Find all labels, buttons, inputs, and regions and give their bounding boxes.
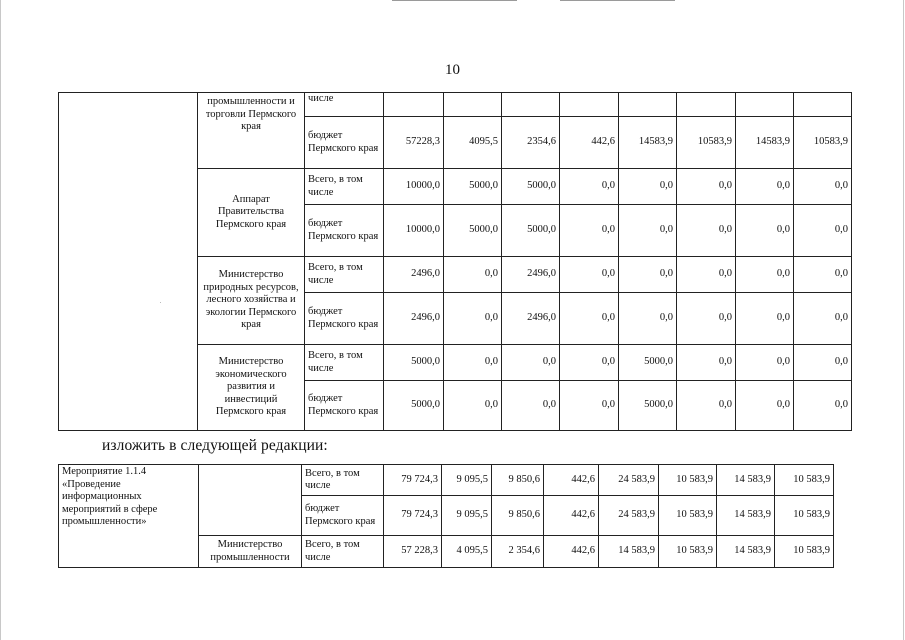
- amount-cell: 10583,9: [794, 117, 852, 169]
- measure-cell: Мероприятие 1.1.4 «Проведение информационных мероприятий в сфере промышленности»: [59, 465, 199, 568]
- executor-cell: Министерство экономического развития и инвестиций Пермского края: [198, 345, 305, 431]
- funding-source-cell: Всего, в том числе: [305, 257, 384, 293]
- amount-cell: 10000,0: [384, 205, 444, 257]
- amount-cell: 0,0: [502, 345, 560, 381]
- amount-cell: 2496,0: [384, 257, 444, 293]
- amount-cell: 5000,0: [444, 169, 502, 205]
- measure-cell: [59, 93, 198, 431]
- amount-cell: [619, 93, 677, 117]
- amount-cell: 5000,0: [502, 169, 560, 205]
- executor-cell: Министерство природных ресурсов, лесного хозяйства и экологии Пермского края: [198, 257, 305, 345]
- amount-cell: 14 583,9: [717, 536, 775, 568]
- budget-table-new: [58, 464, 834, 568]
- amount-cell: 442,6: [560, 117, 619, 169]
- amount-cell: 2496,0: [384, 293, 444, 345]
- amount-cell: 442,6: [544, 465, 599, 496]
- amount-cell: 10 583,9: [659, 536, 717, 568]
- amount-cell: 2 354,6: [492, 536, 544, 568]
- amount-cell: 14583,9: [619, 117, 677, 169]
- amount-cell: 79 724,3: [384, 465, 442, 496]
- page-top-edge-right: [560, 0, 675, 1]
- amount-cell: 5000,0: [444, 205, 502, 257]
- amount-cell: 0,0: [736, 293, 794, 345]
- amount-cell: 0,0: [619, 293, 677, 345]
- amount-cell: 2496,0: [502, 257, 560, 293]
- page-top-edge: [392, 0, 517, 1]
- amount-cell: 57228,3: [384, 117, 444, 169]
- amount-cell: 0,0: [444, 293, 502, 345]
- amount-cell: 0,0: [794, 293, 852, 345]
- amount-cell: 14 583,9: [599, 536, 659, 568]
- amount-cell: 0,0: [677, 257, 736, 293]
- amount-cell: 0,0: [736, 205, 794, 257]
- amount-cell: 0,0: [444, 257, 502, 293]
- amount-cell: 14583,9: [736, 117, 794, 169]
- executor-cell: Аппарат Правительства Пермского края: [198, 169, 305, 257]
- edit-instruction: изложить в следующей редакции:: [102, 437, 328, 454]
- amount-cell: [502, 93, 560, 117]
- amount-cell: 0,0: [677, 381, 736, 431]
- amount-cell: 0,0: [736, 257, 794, 293]
- amount-cell: 442,6: [544, 496, 599, 536]
- amount-cell: 0,0: [794, 169, 852, 205]
- amount-cell: [677, 93, 736, 117]
- amount-cell: 10 583,9: [659, 496, 717, 536]
- amount-cell: [444, 93, 502, 117]
- funding-source-cell: бюджет Пермского края: [305, 205, 384, 257]
- amount-cell: 5000,0: [619, 345, 677, 381]
- page-right-edge: [903, 0, 904, 640]
- amount-cell: 0,0: [794, 345, 852, 381]
- amount-cell: 0,0: [736, 345, 794, 381]
- amount-cell: 9 850,6: [492, 496, 544, 536]
- amount-cell: 0,0: [560, 205, 619, 257]
- amount-cell: [794, 93, 852, 117]
- amount-cell: 5000,0: [619, 381, 677, 431]
- amount-cell: 10000,0: [384, 169, 444, 205]
- amount-cell: 10 583,9: [775, 496, 834, 536]
- amount-cell: 0,0: [560, 381, 619, 431]
- amount-cell: 14 583,9: [717, 465, 775, 496]
- amount-cell: 9 095,5: [442, 496, 492, 536]
- funding-source-cell: бюджет Пермского края: [305, 117, 384, 169]
- amount-cell: 5000,0: [384, 381, 444, 431]
- amount-cell: 0,0: [444, 381, 502, 431]
- amount-cell: 4095,5: [444, 117, 502, 169]
- amount-cell: 10 583,9: [775, 465, 834, 496]
- amount-cell: 9 850,6: [492, 465, 544, 496]
- amount-cell: 5000,0: [384, 345, 444, 381]
- funding-source-cell: Всего, в том числе: [305, 169, 384, 205]
- amount-cell: [736, 93, 794, 117]
- amount-cell: [384, 93, 444, 117]
- amount-cell: 0,0: [560, 293, 619, 345]
- amount-cell: 10 583,9: [659, 465, 717, 496]
- funding-source-cell: Всего, в том числе: [305, 345, 384, 381]
- amount-cell: 0,0: [677, 293, 736, 345]
- amount-cell: 0,0: [619, 169, 677, 205]
- amount-cell: 24 583,9: [599, 496, 659, 536]
- amount-cell: 57 228,3: [384, 536, 442, 568]
- amount-cell: 0,0: [560, 169, 619, 205]
- amount-cell: 0,0: [677, 169, 736, 205]
- page-number: 10: [445, 62, 460, 78]
- budget-table-old: [58, 92, 852, 431]
- amount-cell: 0,0: [619, 205, 677, 257]
- amount-cell: 0,0: [677, 205, 736, 257]
- amount-cell: 24 583,9: [599, 465, 659, 496]
- funding-source-cell: бюджет Пермского края: [302, 496, 384, 536]
- amount-cell: 4 095,5: [442, 536, 492, 568]
- funding-source-cell: числе: [305, 93, 384, 117]
- funding-source-cell: бюджет Пермского края: [305, 381, 384, 431]
- amount-cell: 10583,9: [677, 117, 736, 169]
- amount-cell: 0,0: [794, 381, 852, 431]
- amount-cell: 79 724,3: [384, 496, 442, 536]
- funding-source-cell: Всего, в том числе: [302, 465, 384, 496]
- amount-cell: 0,0: [794, 205, 852, 257]
- amount-cell: [560, 93, 619, 117]
- amount-cell: 0,0: [619, 257, 677, 293]
- amount-cell: 5000,0: [502, 205, 560, 257]
- funding-source-cell: Всего, в том числе: [302, 536, 384, 568]
- executor-cell: промышленности и торговли Пермского края: [198, 93, 305, 169]
- executor-cell: [199, 465, 302, 536]
- amount-cell: 2354,6: [502, 117, 560, 169]
- funding-source-cell: бюджет Пермского края: [305, 293, 384, 345]
- amount-cell: 9 095,5: [442, 465, 492, 496]
- table-row: [59, 465, 834, 496]
- page-left-edge: [0, 0, 1, 640]
- amount-cell: 0,0: [560, 345, 619, 381]
- amount-cell: 442,6: [544, 536, 599, 568]
- amount-cell: 10 583,9: [775, 536, 834, 568]
- amount-cell: 0,0: [736, 169, 794, 205]
- amount-cell: 0,0: [677, 345, 736, 381]
- amount-cell: 0,0: [444, 345, 502, 381]
- table-row: [59, 93, 852, 117]
- amount-cell: 0,0: [560, 257, 619, 293]
- executor-cell: Министерство промышленности: [199, 536, 302, 568]
- amount-cell: 0,0: [502, 381, 560, 431]
- amount-cell: 0,0: [736, 381, 794, 431]
- amount-cell: 2496,0: [502, 293, 560, 345]
- amount-cell: 0,0: [794, 257, 852, 293]
- amount-cell: 14 583,9: [717, 496, 775, 536]
